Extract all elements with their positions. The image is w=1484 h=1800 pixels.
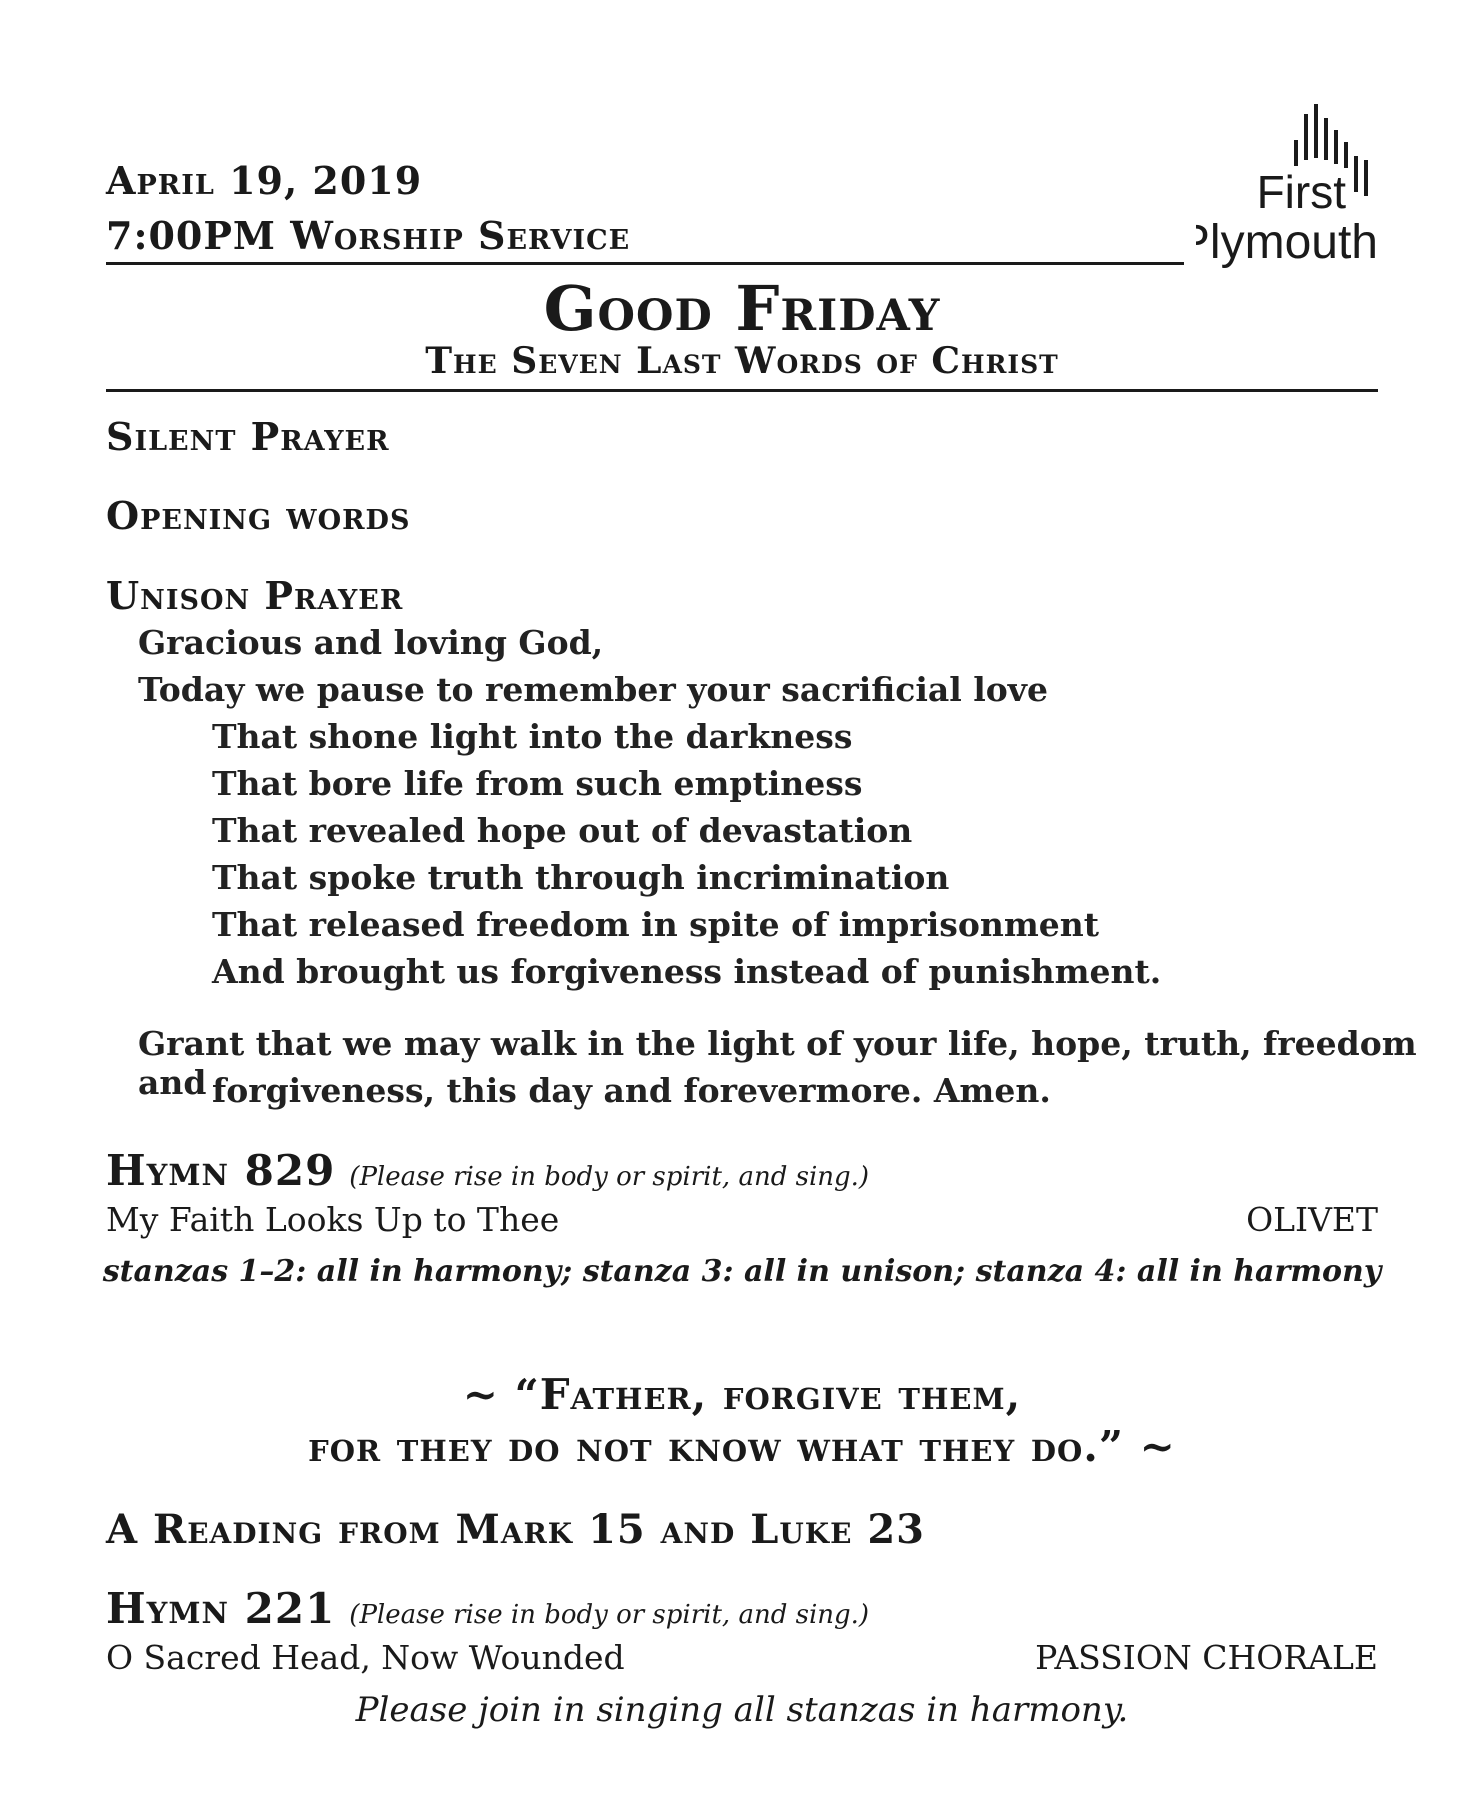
hymn-title: O Sacred Head, Now Wounded bbox=[106, 1638, 625, 1677]
prayer-line: That spoke truth through incrimination bbox=[212, 858, 950, 897]
prayer-line: That released freedom in spite of imprisonment bbox=[212, 905, 1099, 944]
hymn-note: (Please rise in body or spirit, and sing.) bbox=[349, 1162, 870, 1192]
prayer-line: That bore life from such emptiness bbox=[212, 764, 863, 803]
hymn-label: Hymn 221 bbox=[106, 1584, 336, 1633]
section-silent-prayer: Silent Prayer bbox=[106, 414, 390, 459]
reading-heading: A Reading from Mark 15 and Luke 23 bbox=[106, 1506, 925, 1553]
page-title: Good Friday bbox=[543, 272, 941, 345]
header-divider bbox=[106, 262, 1184, 265]
section-unison-prayer: Unison Prayer bbox=[106, 573, 404, 618]
last-word-line: ~ “Father, forgive them, bbox=[462, 1370, 1022, 1419]
prayer-line: forgiveness, this day and forevermore. Amen. bbox=[212, 1071, 1051, 1110]
section-opening-words: Opening words bbox=[106, 493, 411, 538]
hymn-instructions: Please join in singing all stanzas in harmony. bbox=[355, 1690, 1129, 1730]
prayer-line: And brought us forgiveness instead of punishment. bbox=[212, 952, 1162, 991]
hymn-tune: PASSION CHORALE bbox=[1035, 1638, 1378, 1677]
hymn-label: Hymn 829 bbox=[106, 1146, 336, 1195]
hymn-title: My Faith Looks Up to Thee bbox=[106, 1200, 560, 1239]
hymn-221-heading bbox=[106, 1584, 869, 1633]
prayer-line: That shone light into the darkness bbox=[212, 717, 853, 756]
last-word-line: for they do not know what they do.” ~ bbox=[308, 1422, 1176, 1471]
first-plymouth-logo bbox=[1196, 100, 1378, 270]
prayer-line: That revealed hope out of devastation bbox=[212, 811, 913, 850]
hymn-note: (Please rise in body or spirit, and sing.) bbox=[349, 1600, 870, 1630]
service-time: 7:00PM Worship Service bbox=[106, 213, 631, 258]
logo-plymouth: Plymouth bbox=[1196, 216, 1378, 269]
logo-first: First bbox=[1256, 166, 1346, 218]
hymn-instructions: stanzas 1–2: all in harmony; stanza 3: all in unison; stanza 4: all in harmony bbox=[102, 1254, 1382, 1289]
prayer-line: Grant that we may walk in the light of your life, hope, truth, freedom and bbox=[138, 1024, 1417, 1102]
hymn-829-heading bbox=[106, 1146, 869, 1195]
service-date: April 19, 2019 bbox=[106, 158, 423, 203]
hymn-tune: OLIVET bbox=[1246, 1200, 1378, 1239]
prayer-line: Gracious and loving God, bbox=[138, 623, 604, 662]
prayer-line: Today we pause to remember your sacrificial love bbox=[138, 670, 1048, 709]
page-subtitle: The Seven Last Words of Christ bbox=[425, 340, 1059, 382]
title-divider bbox=[106, 389, 1378, 392]
organ-pipes-icon bbox=[1196, 100, 1378, 270]
